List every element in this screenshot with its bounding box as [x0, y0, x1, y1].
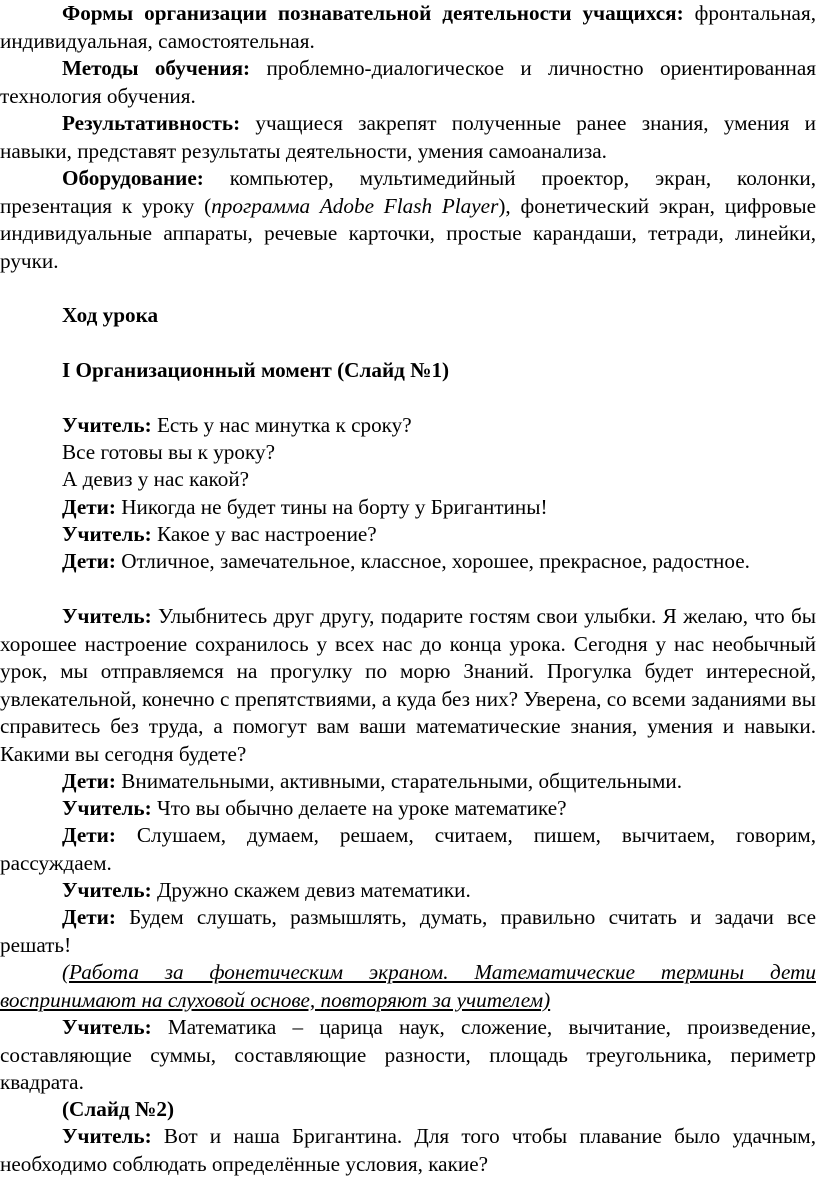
heading-slide-2: (Слайд №2) [62, 1097, 174, 1121]
label-forms: Формы организации познавательной деятельности учащихся: [62, 1, 684, 25]
paragraph-equipment [0, 165, 816, 275]
dialog-line-10 [0, 822, 816, 877]
speech: Улыбнитесь друг другу, подарите гостям свои улыбки. Я желаю, что бы хорошее настроение сохранилось у всех нас до конца урока. Сегодня у нас необычный урок, мы отправляемся на прогулку по морю Знаний. Прогулка будет интересной, увлекательной, конечно с препятствиями, а куда без них? Уверена, со всеми заданиями вы справитесь без труда, а помогут вам ваши математические знания, умения и навыки. Какими вы сегодня будете? [0, 604, 816, 766]
label-equipment: Оборудование: [62, 166, 204, 190]
paragraph-results [0, 110, 816, 165]
dialog-line-14 [0, 1123, 816, 1178]
speech: Что вы обычно делаете на уроке математике? [151, 796, 567, 820]
label-results: Результативность: [62, 111, 241, 135]
speech: Внимательными, активными, старательными, общительными. [115, 769, 683, 793]
text-equipment-italic: программа Adobe Flash Player [211, 193, 499, 218]
paragraph-methods [0, 55, 816, 110]
speech: Дружно скажем девиз математики. [151, 878, 471, 902]
speech: Какое у вас настроение? [151, 522, 377, 546]
dialog-line-6 [0, 548, 816, 576]
speech: Отличное, замечательное, классное, хорошее, прекрасное, радостное. [115, 549, 750, 573]
speech: Никогда не будет тины на борту у Бригантины! [115, 495, 548, 519]
speech: Будем слушать, размышлять, думать, правильно считать и задачи все решать! [0, 905, 816, 957]
speaker: Дети: [62, 549, 116, 573]
dialog-line-4 [0, 494, 816, 522]
speaker: Дети: [62, 823, 116, 847]
speech: Слушаем, думаем, решаем, считаем, пишем, вычитаем, говорим, рассуждаем. [0, 823, 816, 875]
dialog-line-12 [0, 904, 816, 959]
dialog-line-9 [0, 795, 816, 823]
speech: Математика – царица наук, сложение, вычитание, произведение, составляющие суммы, составляющие разности, площадь треугольника, периметр квадрата. [0, 1015, 816, 1094]
speech: Все готовы вы к уроку? [62, 440, 275, 464]
dialog-line-2 [62, 439, 816, 467]
dialog-line-3 [62, 466, 816, 494]
speaker: Учитель: [62, 878, 152, 902]
text-equipment-a: компьютер, мультимедийный проектор, экран, колонки, презентация к уроку ( [0, 166, 816, 218]
paragraph-forms [0, 0, 816, 55]
label-methods: Методы обучения: [62, 56, 251, 80]
speech: Есть у нас минутка к сроку? [151, 413, 412, 437]
dialog-line-7 [0, 603, 816, 768]
heading-lesson-course: Ход урока [62, 303, 159, 327]
speaker: Дети: [62, 495, 116, 519]
text-methods: проблемно-диалогическое и личностно ориентированная технология обучения. [0, 56, 816, 108]
speaker: Дети: [62, 769, 116, 793]
text-results: учащиеся закрепят полученные ранее знания, умения и навыки, представят результаты деятельности, умения самоанализа. [0, 111, 816, 163]
stage-note: (Работа за фонетическим экраном. Математические термины дети воспринимают на слуховой основе, повторяют за учителем) [0, 960, 816, 1012]
speaker: Дети: [62, 905, 116, 929]
speech: Вот и наша Бригантина. Для того чтобы плавание было удачным, необходимо соблюдать определённые условия, какие? [0, 1124, 816, 1176]
speaker: Учитель: [62, 1015, 152, 1039]
speech: А девиз у нас какой? [62, 467, 250, 491]
heading-organizational-moment: I Организационный момент (Слайд №1) [62, 358, 450, 382]
speaker: Учитель: [62, 604, 152, 628]
speaker: Учитель: [62, 522, 152, 546]
dialog-line-8 [0, 768, 816, 796]
speaker: Учитель: [62, 1124, 152, 1148]
dialog-line-1 [0, 412, 816, 440]
text-forms: фронтальная, индивидуальная, самостоятельная. [0, 1, 816, 53]
speaker: Учитель: [62, 796, 152, 820]
dialog-line-13 [0, 1014, 816, 1097]
dialog-line-11 [0, 877, 816, 905]
speaker: Учитель: [62, 413, 152, 437]
text-equipment-b: ), фонетический экран, цифровые индивидуальные аппараты, речевые карточки, простые карандаши, тетради, линейки, ручки. [0, 193, 816, 273]
dialog-line-5 [0, 521, 816, 549]
